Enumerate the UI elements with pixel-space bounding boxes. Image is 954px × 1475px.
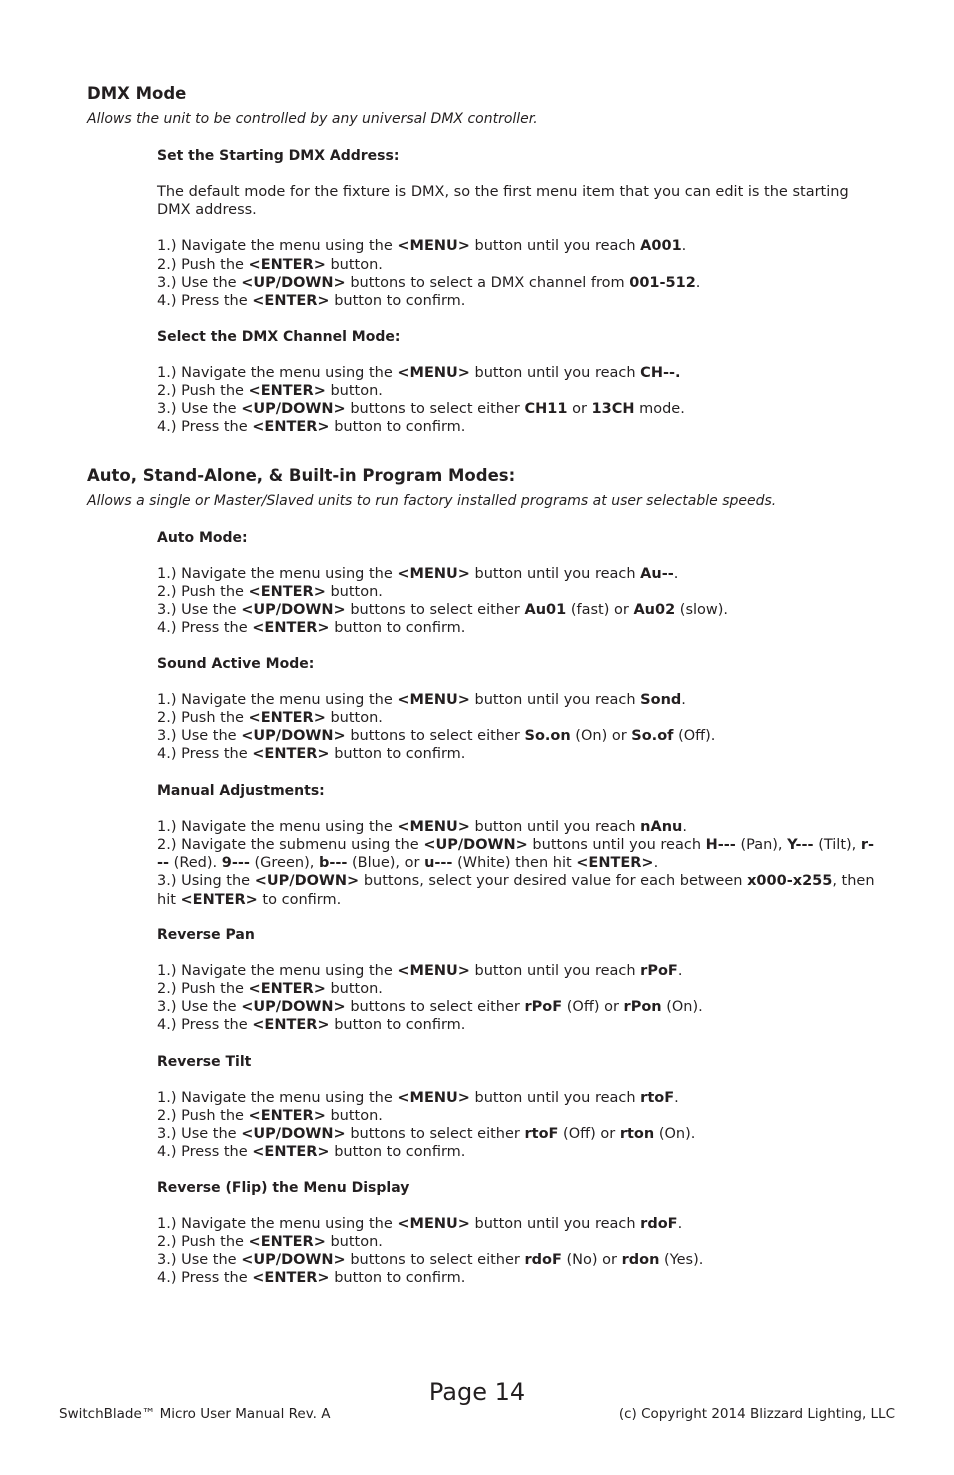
set-dmx-address-intro: The default mode for the fixture is DMX, so the first menu item that you can edit is the starting DMX address. (157, 184, 849, 219)
step-list (157, 565, 877, 637)
step-item: 4.) Press the <ENTER> button to confirm. (157, 1017, 466, 1034)
step-item: 3.) Use the <UP/DOWN> buttons to select either CH11 or 13CH mode. (157, 401, 685, 418)
step-item: 3.) Use the <UP/DOWN> buttons to select either rdoF (No) or rdon (Yes). (157, 1252, 704, 1269)
step-item: 2.) Push the <ENTER> button. (157, 256, 383, 273)
step-list (157, 962, 877, 1034)
step-item: 1.) Navigate the menu using the <MENU> button until you reach rPoF. (157, 963, 683, 980)
dmx-mode-description: Allows the unit to be controlled by any universal DMX controller. (87, 111, 538, 127)
flip-menu-display-block (157, 1179, 877, 1288)
step-item: 2.) Push the <ENTER> button. (157, 1108, 383, 1125)
footer-copyright: (c) Copyright 2014 Blizzard Lighting, LLC (618, 1406, 895, 1422)
step-item: 3.) Using the <UP/DOWN> buttons, select your desired value for each between x000-x255, then hit <ENTER> to confirm. (157, 873, 875, 908)
auto-mode-heading: Auto Mode: (157, 530, 248, 546)
step-item: 1.) Navigate the menu using the <MENU> button until you reach A001. (157, 238, 687, 255)
reverse-pan-block (157, 926, 877, 1035)
page-number: Page 14 (428, 1378, 526, 1406)
step-item: 4.) Press the <ENTER> button to confirm. (157, 419, 466, 436)
auto-modes-title: Auto, Stand-Alone, & Built-in Program Modes: (87, 466, 516, 485)
reverse-tilt-heading: Reverse Tilt (157, 1054, 252, 1070)
step-list (157, 818, 877, 908)
step-item: 4.) Press the <ENTER> button to confirm. (157, 292, 466, 309)
step-item: 2.) Push the <ENTER> button. (157, 710, 383, 727)
step-item: 4.) Press the <ENTER> button to confirm. (157, 620, 466, 637)
reverse-tilt-block (157, 1053, 877, 1162)
step-item: 2.) Push the <ENTER> button. (157, 383, 383, 400)
step-item: 2.) Push the <ENTER> button. (157, 981, 383, 998)
step-item: 1.) Navigate the menu using the <MENU> button until you reach CH--. (157, 365, 681, 382)
sound-active-heading: Sound Active Mode: (157, 656, 315, 672)
step-list (157, 1215, 877, 1287)
set-dmx-address-heading: Set the Starting DMX Address: (157, 148, 400, 164)
dmx-channel-mode-heading: Select the DMX Channel Mode: (157, 329, 401, 345)
step-item: 2.) Navigate the submenu using the <UP/DOWN> buttons until you reach H--- (Pan), Y--- (Tilt), r--- (Red). 9--- (Green), b--- (Blue), or u--- (White) then hit <ENTER>. (157, 837, 875, 872)
flip-menu-display-heading: Reverse (Flip) the Menu Display (157, 1180, 410, 1196)
step-item: 1.) Navigate the menu using the <MENU> button until you reach Au--. (157, 566, 679, 583)
step-item: 3.) Use the <UP/DOWN> buttons to select either So.on (On) or So.of (Off). (157, 728, 716, 745)
set-dmx-address-block (157, 147, 877, 310)
step-item: 4.) Press the <ENTER> button to confirm. (157, 1270, 466, 1287)
step-item: 3.) Use the <UP/DOWN> buttons to select either rtoF (Off) or rton (On). (157, 1126, 696, 1143)
manual-adjustments-block (157, 782, 877, 909)
dmx-channel-mode-block (157, 328, 877, 437)
step-item: 2.) Push the <ENTER> button. (157, 584, 383, 601)
auto-mode-block (157, 529, 877, 638)
step-item: 1.) Navigate the menu using the <MENU> button until you reach rdoF. (157, 1216, 683, 1233)
dmx-mode-title: DMX Mode (87, 84, 187, 103)
step-item: 3.) Use the <UP/DOWN> buttons to select either Au01 (fast) or Au02 (slow). (157, 602, 729, 619)
step-list (157, 237, 877, 309)
step-item: 1.) Navigate the menu using the <MENU> button until you reach nAnu. (157, 819, 687, 836)
footer-manual-title: SwitchBlade™ Micro User Manual Rev. A (59, 1406, 331, 1422)
step-item: 3.) Use the <UP/DOWN> buttons to select a DMX channel from 001-512. (157, 274, 701, 291)
step-item: 1.) Navigate the menu using the <MENU> button until you reach Sond. (157, 692, 686, 709)
step-item: 2.) Push the <ENTER> button. (157, 1234, 383, 1251)
step-list (157, 364, 877, 436)
auto-modes-description: Allows a single or Master/Slaved units to run factory installed programs at user selectable speeds. (87, 493, 777, 509)
step-item: 4.) Press the <ENTER> button to confirm. (157, 746, 466, 763)
step-item: 4.) Press the <ENTER> button to confirm. (157, 1144, 466, 1161)
reverse-pan-heading: Reverse Pan (157, 927, 255, 943)
step-item: 1.) Navigate the menu using the <MENU> button until you reach rtoF. (157, 1090, 679, 1107)
step-list (157, 691, 877, 763)
step-item: 3.) Use the <UP/DOWN> buttons to select either rPoF (Off) or rPon (On). (157, 999, 703, 1016)
manual-adjustments-heading: Manual Adjustments: (157, 783, 325, 799)
sound-active-block (157, 655, 877, 764)
step-list (157, 1089, 877, 1161)
